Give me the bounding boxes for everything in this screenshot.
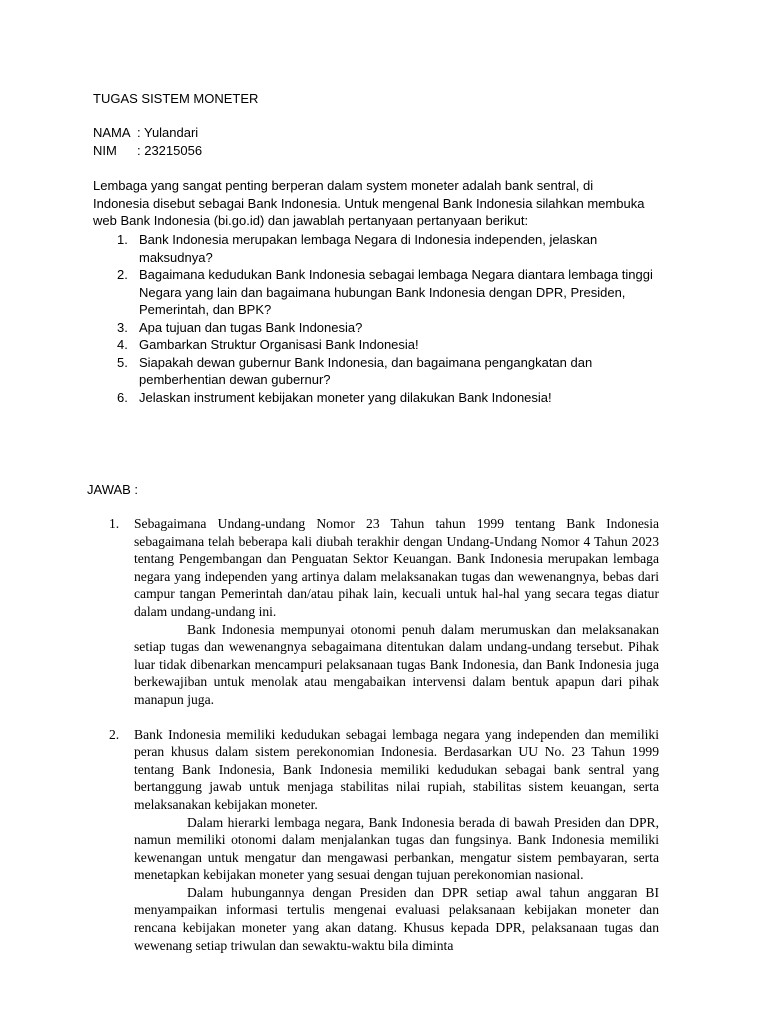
question-list <box>93 231 659 406</box>
answer-heading: JAWAB : <box>87 482 139 497</box>
nim-row <box>93 142 202 160</box>
question-number: 4. <box>117 337 128 352</box>
nim-label: NIM <box>93 143 117 158</box>
question-item <box>93 354 659 389</box>
answer-number: 1. <box>109 516 120 531</box>
intro-paragraph: Lembaga yang sangat penting berperan dalam system moneter adalah bank sentral, di Indonesia disebut sebagai Bank Indonesia. Untuk mengenal Bank Indonesia silahkan membuka web Bank Indonesia (bi.go.id) dan jawablah pertanyaan pertanyaan berikut: <box>93 178 645 228</box>
answer-paragraph: Bank Indonesia memiliki kedudukan sebagai lembaga negara yang independen dan memiliki peran khusus dalam sistem perekonomian Indonesia. Berdasarkan UU No. 23 Tahun 1999 tentang Bank Indonesia, Bank Indonesia memiliki kedudukan sebagai bank sentral yang bertanggung jawab untuk menjaga stabilitas nilai rupiah, stabilitas sistem keuangan, serta melaksanakan kebijakan moneter. <box>134 726 659 812</box>
question-text: Bank Indonesia merupakan lembaga Negara di Indonesia independen, jelaskan maksudnya? <box>139 232 598 265</box>
document-title: TUGAS SISTEM MONETER <box>93 91 259 106</box>
question-item <box>93 336 659 354</box>
question-item <box>93 319 659 337</box>
question-text: Bagaimana kedudukan Bank Indonesia sebagai lembaga Negara diantara lembaga tinggi Negara yang lain dan bagaimana hubungan Bank Indonesia dengan DPR, Presiden, Pemerintah, dan BPK? <box>139 267 653 317</box>
answer-list <box>109 515 659 971</box>
question-item <box>93 231 659 266</box>
name-value: : Yulandari <box>137 125 199 140</box>
question-item <box>93 389 659 407</box>
name-label: NAMA <box>93 125 131 140</box>
question-text: Apa tujuan dan tugas Bank Indonesia? <box>139 319 363 335</box>
question-item <box>93 266 659 319</box>
answer-body <box>134 726 659 955</box>
answer-paragraph: Bank Indonesia mempunyai otonomi penuh dalam merumuskan dan melaksanakan setiap tugas dan wewenangnya sebagaimana ditentukan dalam undang-undang tersebut. Pihak luar tidak dibenarkan mencampuri pelaksanaan tugas Bank Indonesia, dan Bank Indonesia juga berkewajiban untuk menolak atau mengabaikan intervensi dalam bentuk apapun dari pihak manapun juga. <box>134 621 659 707</box>
student-info <box>93 124 202 160</box>
answer-item <box>109 515 659 709</box>
answer-item <box>109 726 659 955</box>
answer-body <box>134 515 659 709</box>
question-text: Jelaskan instrument kebijakan moneter yang dilakukan Bank Indonesia! <box>139 389 552 405</box>
nim-value: : 23215056 <box>137 143 203 158</box>
name-row <box>93 124 202 142</box>
answer-paragraph: Dalam hierarki lembaga negara, Bank Indonesia berada di bawah Presiden dan DPR, namun memiliki otonomi dalam menjalankan tugas dan fungsinya. Bank Indonesia memiliki kewenangan untuk mengatur dan mengawasi perbankan, mengatur sistem pembayaran, serta menetapkan kebijakan moneter yang sesuai dengan tujuan perekonomian nasional. <box>134 814 659 883</box>
answer-number: 2. <box>109 726 120 742</box>
answer-paragraph: Sebagaimana Undang-undang Nomor 23 Tahun tahun 1999 tentang Bank Indonesia sebagaimana telah beberapa kali diubah terakhir dengan Undang-Undang Nomor 4 Tahun 2023 tentang Pengembangan dan Penguatan Sektor Keuangan. Bank Indonesia merupakan lembaga negara yang independen yang artinya dalam melaksanakan tugas dan wewenangnya, bebas dari campur tangan Pemerintah dan/atau pihak lain, kecuali untuk hal-hal yang secara tegas diatur dalam undang-undang ini. <box>134 516 659 619</box>
question-number: 2. <box>117 267 128 282</box>
question-number: 1. <box>117 232 128 247</box>
answer-paragraph: Dalam hubungannya dengan Presiden dan DPR setiap awal tahun anggaran BI menyampaikan informasi tertulis mengenai evaluasi pelaksanaan kebijakan moneter dan rencana kebijakan moneter yang akan datang. Khusus kepada DPR, pelaksanaan tugas dan wewenang setiap triwulan dan sewaktu-waktu bila diminta <box>134 884 659 953</box>
question-number: 5. <box>117 354 128 370</box>
question-text: Gambarkan Struktur Organisasi Bank Indonesia! <box>139 337 419 352</box>
question-text: Siapakah dewan gubernur Bank Indonesia, dan bagaimana pengangkatan dan pemberhentian dewan gubernur? <box>139 354 593 387</box>
question-number: 6. <box>117 389 128 405</box>
question-number: 3. <box>117 319 128 335</box>
